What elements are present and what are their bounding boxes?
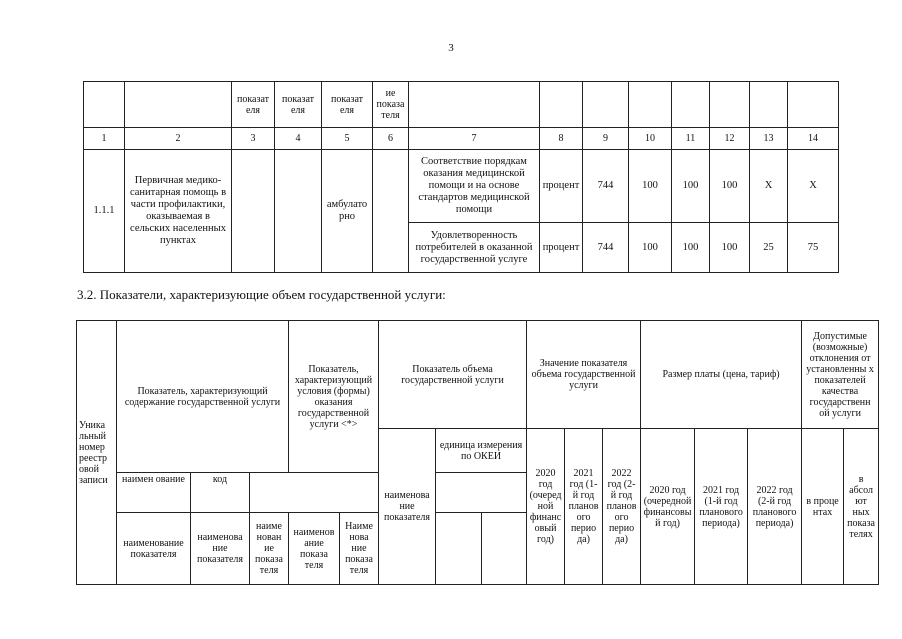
content-indicator-name-3: наиме нован ие показа теля — [250, 513, 289, 585]
value-2021-header: 2021 год (1-й год планов ого перио да) — [565, 429, 603, 585]
col-number: 4 — [275, 128, 322, 150]
service-form: амбулато рно — [322, 150, 373, 273]
unique-registry-number-header: Уника льный номер реестр овой записи — [77, 321, 117, 585]
deviation-header: Допустимые (возможные) отклонения от установленны х показателей качества государственн ой услуги — [802, 321, 879, 429]
okei-name-cell — [436, 513, 482, 585]
okei-code-cell — [482, 513, 527, 585]
col-number: 9 — [583, 128, 629, 150]
t1-head-c9 — [583, 82, 629, 128]
fee-2021-header: 2021 год (1-й год планового периода) — [695, 429, 748, 585]
t1-head-c1 — [84, 82, 125, 128]
value-2020-header: 2020 год (очеред ной финанс овый год) — [527, 429, 565, 585]
deviation-absolute: 75 — [788, 223, 839, 273]
content-indicator-header: Показатель, характеризующий содержание государственной услуги — [117, 321, 289, 473]
deviation-absolute-header: в абсол ют ных показа телях — [844, 429, 879, 585]
service-name: Первичная медико-санитарная помощь в части профилактики, оказываемая в сельских населенных пунктах — [125, 150, 232, 273]
t1-head-c2 — [125, 82, 232, 128]
okei-name-header: наимен ование — [117, 473, 191, 513]
okei-unit-header: единица измерения по ОКЕИ — [436, 429, 527, 473]
indicator-unit: процент — [540, 223, 583, 273]
t1-head-c13 — [750, 82, 788, 128]
col-number: 11 — [672, 128, 710, 150]
value-2020: 100 — [629, 150, 672, 223]
indicator-okei-code: 744 — [583, 150, 629, 223]
volume-indicator-name-header: наименова ние показателя — [379, 429, 436, 585]
volume-value-header: Значение показателя объема государственной услуги — [527, 321, 641, 429]
col-number: 2 — [125, 128, 232, 150]
registry-code: 1.1.1 — [84, 150, 125, 273]
indicator-okei-code: 744 — [583, 223, 629, 273]
value-2021: 100 — [672, 150, 710, 223]
col-number: 1 — [84, 128, 125, 150]
col-number: 7 — [409, 128, 540, 150]
deviation-percent: Х — [750, 150, 788, 223]
section-title: 3.2. Показатели, характеризующие объем государственной услуги: — [77, 287, 446, 302]
t1-head-c10 — [629, 82, 672, 128]
t1-head-c6: ие показа теля — [373, 82, 409, 128]
col-number: 12 — [710, 128, 750, 150]
col-number: 13 — [750, 128, 788, 150]
okei-code-header: код — [191, 473, 250, 513]
indicator-name: Удовлетворенность потребителей в оказанной государственной услуге — [409, 223, 540, 273]
content-indicator-name-2: наименова ние показателя — [191, 513, 250, 585]
indicator-unit: процент — [540, 150, 583, 223]
value-2021: 100 — [672, 223, 710, 273]
t1-head-c12 — [710, 82, 750, 128]
deviation-percent-header: в проце нтах — [802, 429, 844, 585]
t1-head-c11 — [672, 82, 710, 128]
page-number: 3 — [448, 42, 454, 54]
t1-head-c4: показат еля — [275, 82, 322, 128]
value-2020: 100 — [629, 223, 672, 273]
t1-head-c8 — [540, 82, 583, 128]
volume-indicators-table — [76, 320, 879, 585]
col-number: 3 — [232, 128, 275, 150]
fee-2020-header: 2020 год (очередной финансовы й год) — [641, 429, 695, 585]
col-number: 8 — [540, 128, 583, 150]
value-2022-header: 2022 год (2-й год планов ого перио да) — [603, 429, 641, 585]
t1-head-c3: показат еля — [232, 82, 275, 128]
deviation-percent: 25 — [750, 223, 788, 273]
t1-head-c14 — [788, 82, 839, 128]
conditions-indicator-name-2: Наиме нова ние показа теля — [340, 513, 379, 585]
fee-2022-header: 2022 год (2-й год планового периода) — [748, 429, 802, 585]
deviation-absolute: Х — [788, 150, 839, 223]
volume-indicator-header: Показатель объема государственной услуги — [379, 321, 527, 429]
t1-empty-c6 — [373, 150, 409, 273]
indicator-name: Соответствие порядкам оказания медицинской помощи и на основе стандартов медицинской помощи — [409, 150, 540, 223]
t1-empty-c3 — [232, 150, 275, 273]
t1-empty-c4 — [275, 150, 322, 273]
col-number: 10 — [629, 128, 672, 150]
conditions-indicator-header: Показатель, характеризующий условия (формы) оказания государственной услуги <*> — [289, 321, 379, 473]
fee-header: Размер платы (цена, тариф) — [641, 321, 802, 429]
quality-indicators-table — [83, 81, 839, 273]
conditions-indicator-name-1: наименов ание показа теля — [289, 513, 340, 585]
col-number: 14 — [788, 128, 839, 150]
value-2022: 100 — [710, 150, 750, 223]
value-2022: 100 — [710, 223, 750, 273]
col-number: 5 — [322, 128, 373, 150]
t1-head-c5: показат еля — [322, 82, 373, 128]
col-number: 6 — [373, 128, 409, 150]
content-indicator-name-1: наименование показателя — [117, 513, 191, 585]
t1-head-c7 — [409, 82, 540, 128]
